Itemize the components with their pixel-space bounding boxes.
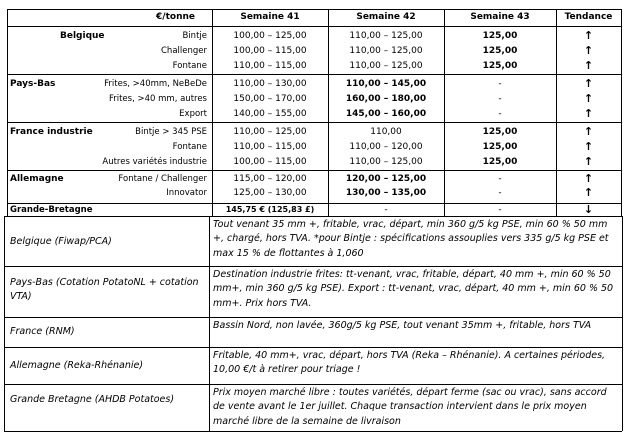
variety-label: Autres variétés industrie xyxy=(102,157,207,167)
trend-up-icon: ↑ xyxy=(583,59,594,72)
trend-up-icon: ↑ xyxy=(583,107,594,120)
price-w41: 150,00 – 170,00 xyxy=(233,94,307,104)
trend-up-icon: ↑ xyxy=(583,44,594,57)
trend-down-icon: ↓ xyxy=(583,203,594,216)
price-w42: 120,00 – 125,00 xyxy=(345,174,427,184)
price-w41: 145,75 € (125,83 £) xyxy=(225,205,315,214)
trend-up-icon: ↑ xyxy=(583,140,594,153)
note-text: Bassin Nord, non lavée, 360g/5 kg PSE, tout venant 35mm +, fritable, hors TVA xyxy=(213,320,592,331)
price-w43: - xyxy=(498,174,502,184)
note-text: Tout venant 35 mm +, fritable, vrac, départ, min 360 g/5 kg PSE, min 60 % 50 mm +, chargé, hors TVA. *pour Bintje : spécifications assouplies vers 335 g/5 kg PSE et max 15 % de flottantes à 1,060 xyxy=(213,219,609,259)
variety-label: Export xyxy=(179,109,207,119)
price-w41: 110,00 – 115,00 xyxy=(233,61,307,71)
trend-up-icon: ↑ xyxy=(583,125,594,138)
price-w42: 110,00 – 125,00 xyxy=(349,157,423,167)
trend-up-icon: ↑ xyxy=(583,77,594,90)
trend-up-icon: ↑ xyxy=(583,155,594,168)
price-w41: 110,00 – 130,00 xyxy=(233,79,307,89)
trend-up-icon: ↑ xyxy=(583,186,594,199)
price-w41: 125,00 – 130,00 xyxy=(233,188,307,198)
price-w42: 110,00 – 125,00 xyxy=(349,31,423,41)
price-w43: 125,00 xyxy=(482,46,518,56)
trend-up-icon: ↑ xyxy=(583,29,594,42)
country-belgique: Belgique xyxy=(60,31,105,41)
price-w42: - xyxy=(384,205,388,215)
note-text: Destination industrie frites: tt-venant, vrac, fritable, départ, 40 mm +, min 60 % 50 mm+, min 360 g/5 kg PSE). Export : tt-venant, vrac, départ, 40 mm +, min 60 % 50 mm+. Prix hors TVA. xyxy=(213,269,614,309)
variety-label: Innovator xyxy=(166,188,207,198)
price-w43: - xyxy=(498,109,502,119)
unit-header: €/tonne xyxy=(156,12,195,22)
variety-label: Fontane xyxy=(172,61,207,71)
price-w42: 130,00 – 135,00 xyxy=(345,188,427,198)
price-w42: 110,00 – 125,00 xyxy=(349,61,423,71)
price-w42: 160,00 – 180,00 xyxy=(345,94,427,104)
variety-label: Fontane / Challenger xyxy=(118,174,207,184)
note-text: Fritable, 40 mm+, vrac, départ, hors TVA (Reka – Rhénanie). A certaines périodes, 10,00 €/t à retirer pour triage ! xyxy=(213,350,606,376)
price-w43: 125,00 xyxy=(482,61,518,71)
price-w41: 100,00 – 125,00 xyxy=(233,31,307,41)
price-w43: - xyxy=(498,79,502,89)
price-w43: - xyxy=(498,188,502,198)
price-w43: - xyxy=(498,94,502,104)
note-source: France (RNM) xyxy=(10,326,75,337)
variety-label: Frites, >40mm, NeBeDe xyxy=(104,79,207,89)
week-43-header: Semaine 43 xyxy=(470,12,530,22)
country-allemagne: Allemagne xyxy=(10,174,64,184)
price-w43: 125,00 xyxy=(482,31,518,41)
country-grande-bretagne: Grande-Bretagne xyxy=(10,205,93,215)
price-w42: 110,00 – 120,00 xyxy=(349,142,423,152)
price-w42: 110,00 – 145,00 xyxy=(345,79,427,89)
note-source: Allemagne (Reka-Rhénanie) xyxy=(10,360,144,371)
price-w43: 125,00 xyxy=(482,142,518,152)
price-w41: 110,00 – 125,00 xyxy=(233,127,307,137)
price-w41: 100,00 – 115,00 xyxy=(233,157,307,167)
trend-header: Tendance xyxy=(564,12,613,22)
price-w41: 115,00 – 120,00 xyxy=(233,174,307,184)
variety-label: Challenger xyxy=(161,46,207,56)
price-w43: 125,00 xyxy=(482,127,518,137)
price-w43: - xyxy=(498,205,502,215)
country-france: France industrie xyxy=(10,127,93,137)
variety-label: Frites, >40 mm, autres xyxy=(108,94,207,104)
variety-label: Fontane xyxy=(172,142,207,152)
price-w42: 110,00 xyxy=(370,127,402,137)
note-text: Prix moyen marché libre : toutes variétés, départ ferme (sac ou vrac), sans accord de vente avant le 1er juillet. Chaque transaction intervient dans le prix moyen marché libre de la semaine de livraison xyxy=(213,387,607,427)
note-source: Pays-Bas (Cotation PotatoNL + cotation VTA) xyxy=(10,277,199,303)
week-42-header: Semaine 42 xyxy=(356,12,416,22)
price-w41: 100,00 – 115,00 xyxy=(233,46,307,56)
trend-up-icon: ↑ xyxy=(583,92,594,105)
variety-label: Bintje xyxy=(182,31,207,41)
price-w43: 125,00 xyxy=(482,157,518,167)
price-w42: 110,00 – 125,00 xyxy=(349,46,423,56)
week-41-header: Semaine 41 xyxy=(240,12,300,22)
note-source: Grande Bretagne (AHDB Potatoes) xyxy=(10,394,175,405)
price-w41: 140,00 – 155,00 xyxy=(233,109,307,119)
variety-label: Bintje > 345 PSE xyxy=(135,127,207,137)
country-pays-bas: Pays-Bas xyxy=(10,79,56,89)
note-source: Belgique (Fiwap/PCA) xyxy=(10,236,112,247)
trend-up-icon: ↑ xyxy=(583,172,594,185)
price-w42: 145,00 – 160,00 xyxy=(345,109,427,119)
price-w41: 110,00 – 115,00 xyxy=(233,142,307,152)
